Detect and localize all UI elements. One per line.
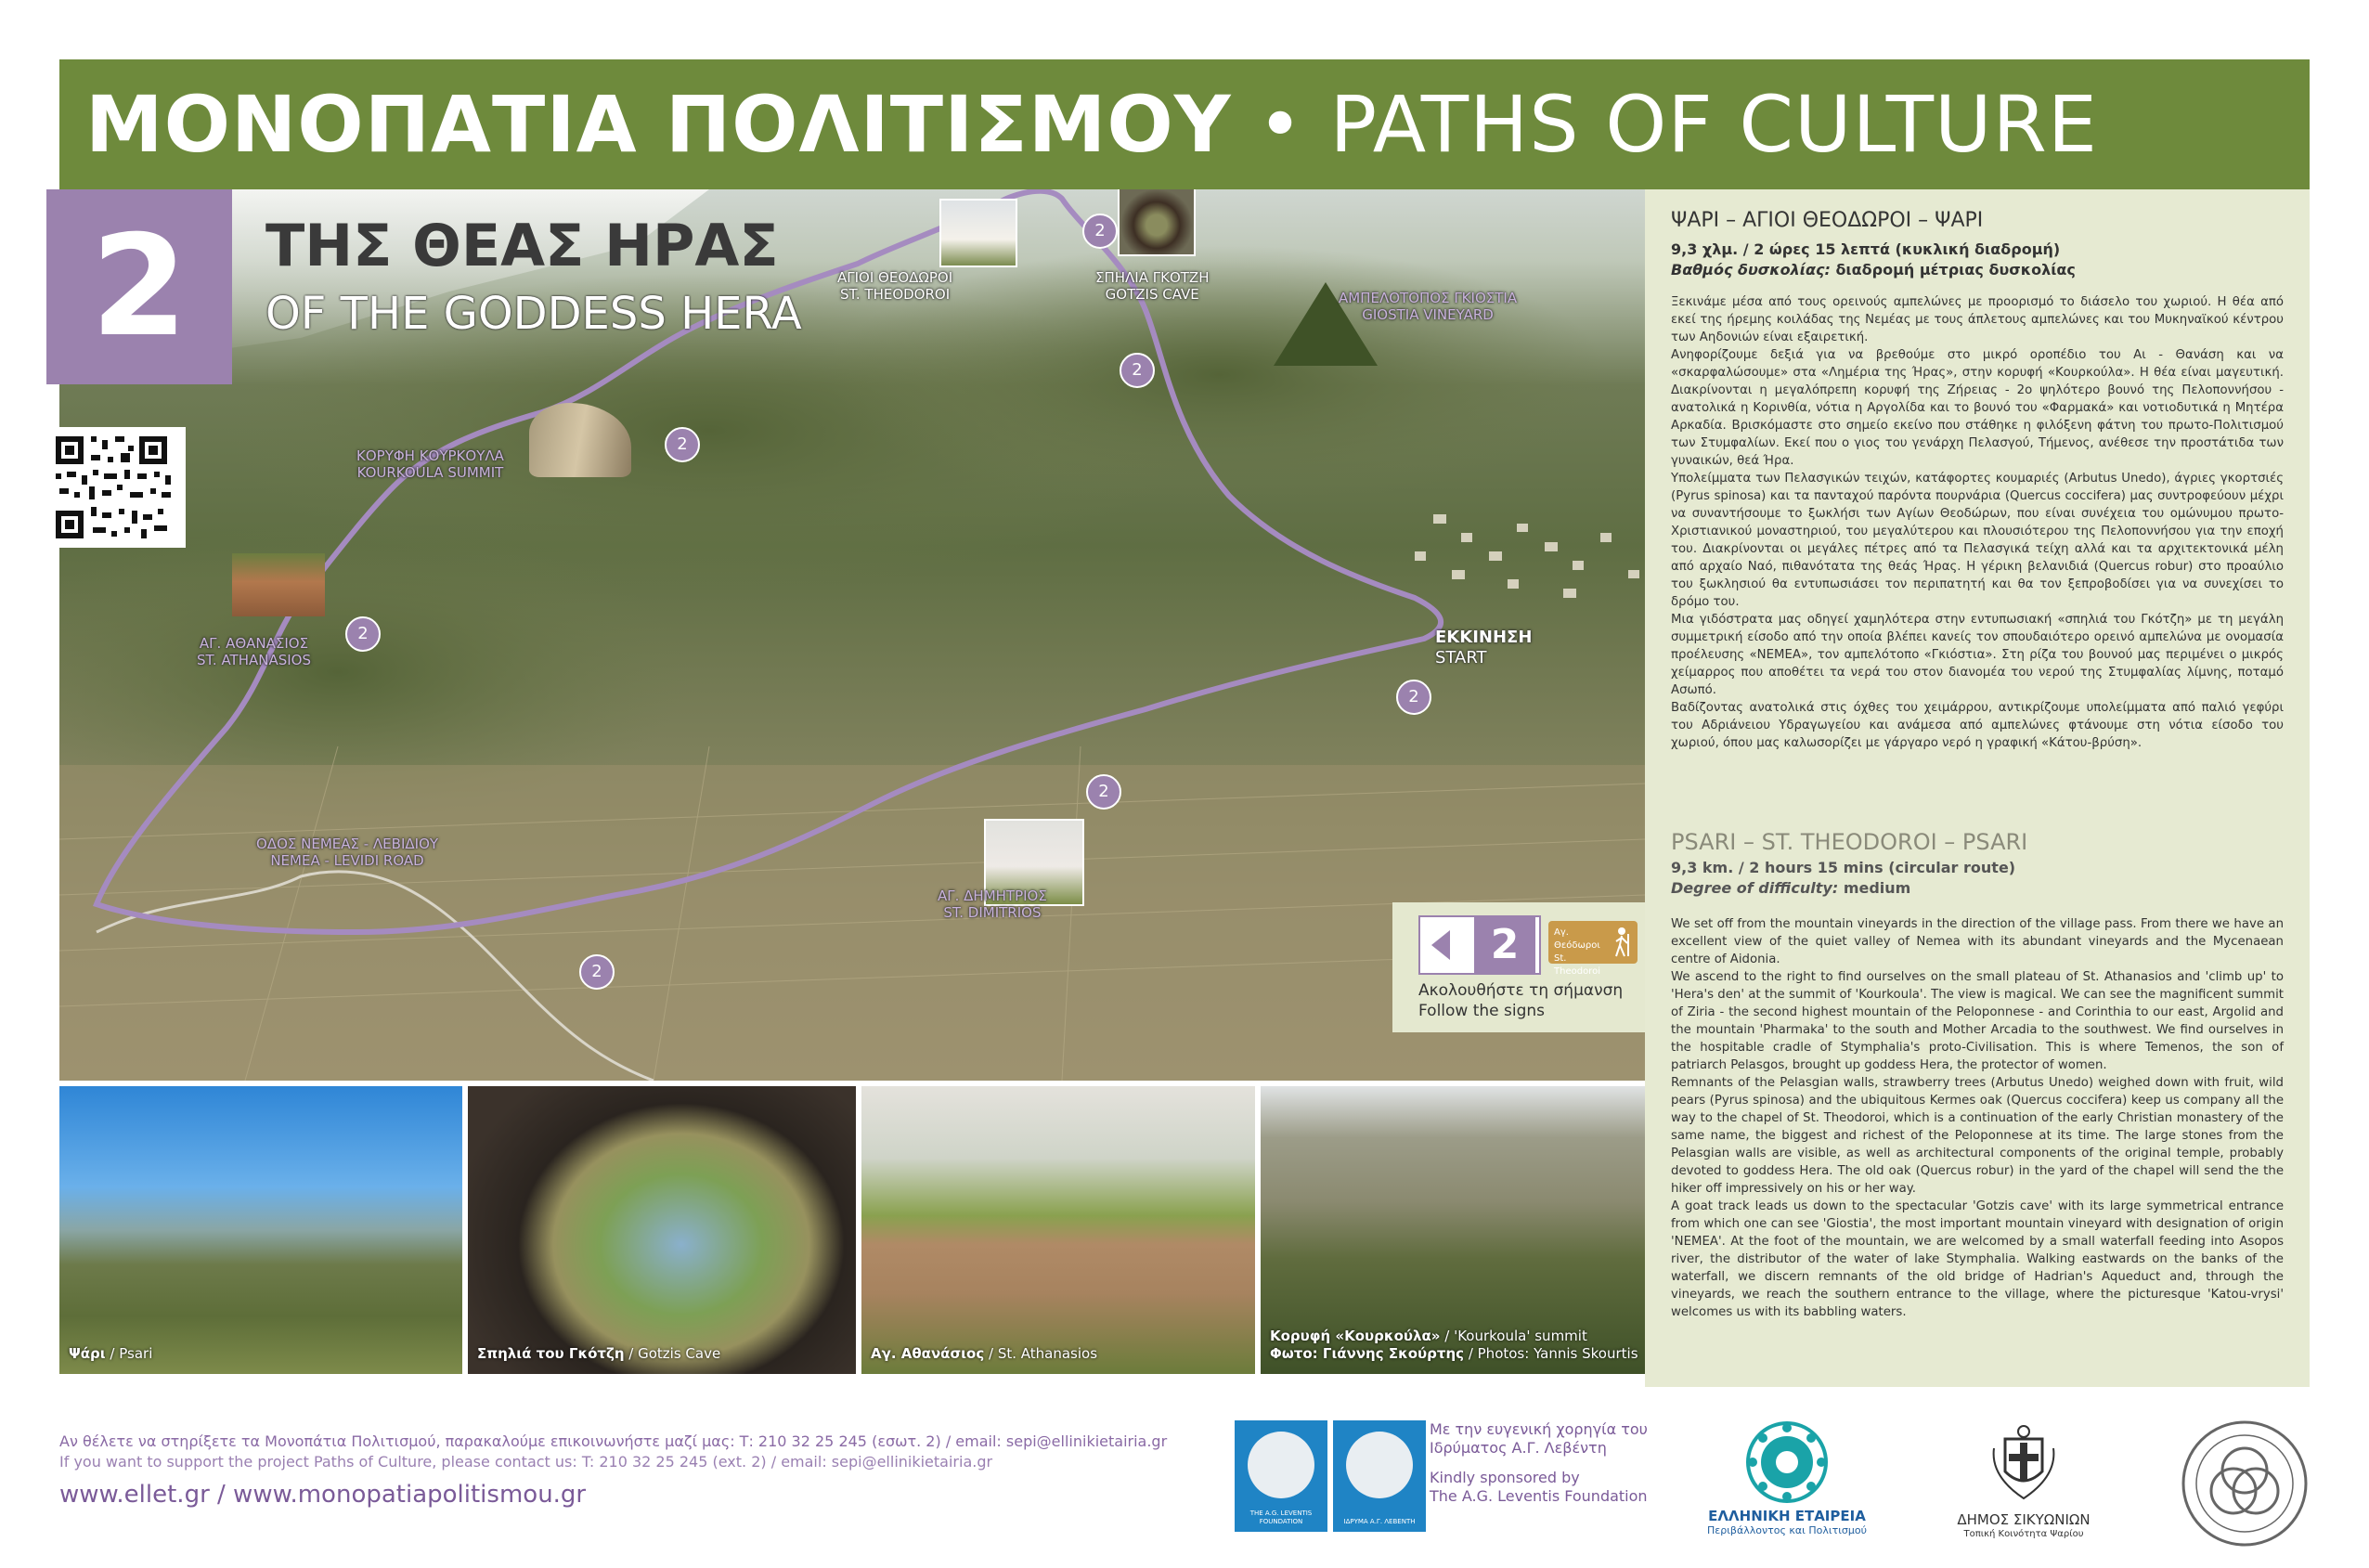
ellet-logo: ΕΛΛΗΝΙΚΗ ΕΤΑΙΡΕΙΑ Περιβάλλοντος και Πολιτισμού: [1699, 1420, 1875, 1541]
label-dimitrios: ΑΓ. ΔΗΜΗΤΡΙΟΣ ST. DIMITRIOS: [938, 888, 1047, 921]
label-kourkoula-summit: ΚΟΡΥΦΗ ΚΟΥΡΚΟΥΛΑ KOURKOULA SUMMIT: [356, 447, 504, 481]
footer-contact: Αν θέλετε να στηρίξετε τα Μονοπάτια Πολιτισμού, παρακαλούμε επικοινωνήστε μαζί μας: Τ: 210 32 25 245 (εσωτ. 2) / email: sepi@ellinikietairia.gr If you want to support the project Paths of Culture, please contact us: T: 210 32 25 245 (ext. 2) / email: sepi@ellinikietairia.gr www.ellet.gr / www.monopatiapolitismou.gr: [59, 1432, 1173, 1513]
arrow-left-icon: [1431, 930, 1450, 960]
photo-gotzis-cave: [468, 1086, 856, 1374]
photo-psari: [59, 1086, 462, 1374]
coat-of-arms-icon: [1987, 1420, 2061, 1504]
route-title: ΤΗΣ ΘΕΑΣ ΗΡΑΣ OF THE GODDESS HERA: [265, 212, 802, 340]
route-marker: 2: [1082, 214, 1118, 249]
meta-english: 9,3 km. / 2 hours 15 mins (circular route) Degree of difficulty: medium: [1671, 859, 2016, 897]
qr-code[interactable]: [46, 427, 186, 548]
label-giostia-vineyard: ΑΜΠΕΛΟΤΟΠΟΣ ΓΚΙΟΣΤΙΑ GIOSTIA VINEYARD: [1339, 290, 1518, 323]
ellet-emblem-icon: [1745, 1420, 1829, 1504]
route-marker: 2: [579, 954, 615, 990]
body-english: We set off from the mountain vineyards in the direction of the village pass. From there we have an excellent view of the quiet valley of Nemea with its abundant vineyards and the Mycenaean centre of Aidonia. We ascend to the right to find ourselves on the small plateau of St. Athanasios and 'climb up' to 'Hera's den' at the summit of 'Kourkoula'. The view is magical. We can see the magnificent summit of Ziria - the second highest mountain of the Peloponnese - and Corinthia to our east, Argolid and the mountain 'Pharmaka' to the south and Mother Arcadia to the southwest. We find ourselves in the hospitable cradle of Stymphalia's proto-Civilisation. This is where Temenos, the son of patriarch Pelasgos, brought up goddess Hera, the protector of women. Remnants of the Pelasgian walls, strawberry trees (Arbutus Unedo) weighed down with fruit, wild pears (Pyrus spinosa) and the ubiquitous Kermes oak (Quercus coccifera) keep us company all the way to the chapel of St. Theodoroi, which is a continuation of the early Christian monastery of the same name, the biggest and richest of the Peloponnese at its time. The large stones from the Pelasgian walls are visible, as well as architectural components of the original temple, probably devoted to goddess Hera. The old oak (Quercus robur) in the yard of the chapel will send the the hiker off impressively on his or her way. A goat track leads us down to the spectacular 'Gotzis cave' with its large symmetrical entrance from which one can see 'Giostia', the most important mountain vineyard with designation of origin 'NEMEA'. At the foot of the mountain, we are welcomed by a small waterfall feeding into Asopos river, the distributor of the water of lake Stymphalia. Walking eastwards on the banks of the waterfall, we discern remnants of the old bridge of Hadrian's Aqueduct and, through the vineyards, we reach the southern entrance to the village, where the picturesque 'Katou-vrysi' welcomes us with its babbling waters.: [1671, 917, 2284, 1319]
page-title: ΜΟΝΟΠΑΤΙΑ ΠΟΛΙΤΙΣΜΟΥ • PATHS OF CULTURE: [85, 79, 2098, 170]
body-greek: Ξεκινάμε μέσα από τους ορεινούς αμπελώνες με προορισμό το διάσελο του χωριού. Η θέα από εκεί της ήρεμης κοιλάδας της Νεμέας με τους άπλετους αμπελώνες και του Μυκηναϊκού κέντρου των Αηδονιών είναι εξαιρετική. Ανηφορίζουμε δεξιά για να βρεθούμε στο μικρό οροπέδιο του Αι - Θανάση και να «σκαρφαλώσουμε» στα «Λημέρια της Ήρας», στην κορυφή «Κουρκούλα». Η θέα είναι μαγευτική. Διακρίνονται η μεγαλόπρεπη κορυφή της Ζήρειας - 2ο ψηλότερο βουνό της Πελοποννήσου - ανατολικά η Κορινθία, νότια η Αργολίδα και το βουνό του «Φαρμακά» και νοτιοδυτικά η Μητέρα Αρκαδία. Βρισκόμαστε στο σημείο εκείνο που στάθηκε η φιλόξενη φάτνη του πρωτο-Πολιτισμού των Στυμφαλίων. Εκεί που ο γιος του γενάρχη Πελασγού, Τήμενος, ανέθεσε την προστάτιδα των γυναικών, θεά Ήρα. Υπολείμματα των Πελασγικών τειχών, κατάφορτες κουμαριές (Arbutus Unedo), άγριες γκορτσιές (Pyrus spinosa) και τα πανταχού παρόντα πουρνάρια (Quercus coccifera) μας συντροφεύουν μέχρι να συναντήσουμε το ξωκλήσι των Αγίων Θεοδώρων, που είναι συνέχεια του ομώνυμου πρωτο-Χριστιανικού μοναστηριού, του μεγαλύτερου και πλουσιότερου της Πελοποννήσου για την εποχή του. Διακρίνονται οι μεγάλες πέτρες από τα Πελασγικά τείχη αλλά και τα αρχιτεκτονικά μέλη από αρχαίο Ναό, πιθανότατα της θεάς Ήρας. Η γέρικη βελανιδιά (Quercus robur) στο προαύλιο του ξωκλησιού θα εντυπωσιάσει τον περιπατητή και θα τον ξεπροβοδίσει για να συνεχίσει το δρόμο του. Μια γιδόστρατα μας οδηγεί χαμηλότερα στην εντυπωσιακή «σπηλιά του Γκότζη» με τη μεγάλη συμμετρική είσοδο από την οποία βλέπει κανείς τον σπουδαιότερο ορεινό αμπελώνα με ονομασία προέλευσης «ΝΕΜΕΑ», τον αμπελότοπο «Γκιόστια». Στη ρίζα του βουνού μας περιμένει ο μικρός χείμαρρος που αποθέτει τα νερά του στον διανομέα του νερού της Στυμφαλίας λίμνης, ποταμό Ασωπό. Βαδίζοντας ανατολικά στις όχθες του χειμάρρου, αντικρίζουμε υπολείμματα από παλιό γεφύρι του Αδριάνειου Υδραγωγείου και ανάμεσα από αμπελώνες φτάνουμε στη νότια είσοδο του χωριού, όπου μας καλωσορίζει με γάργαρο νερό η γραφική «Κάτου-βρύση».: [1671, 295, 2284, 750]
caption-gotzis-cave: Σπηλιά του Γκότζη / Gotzis Cave: [477, 1345, 721, 1362]
label-start: ΕΚΚΙΝΗΣΗ START: [1435, 628, 1533, 667]
label-athanasios: ΑΓ. ΑΘΑΝΑΣΙΟΣ ST. ATHANASIOS: [197, 635, 311, 668]
route-description-panel: [1645, 189, 2310, 1387]
route-marker: 2: [1120, 353, 1155, 388]
route-number-badge: 2: [46, 189, 232, 384]
triquetra-seal-icon: [2180, 1419, 2310, 1549]
route-marker: 2: [1086, 774, 1121, 810]
photo-st-athanasios: [861, 1086, 1255, 1374]
photo-kourkoula-summit: [1261, 1086, 1645, 1374]
local-association-seal: [2180, 1419, 2310, 1549]
leventis-logo-en: THE A.G. LEVENTIS FOUNDATION: [1235, 1420, 1327, 1532]
hiker-icon: [1612, 927, 1632, 958]
sponsor-text: Με την ευγενική χορηγία του Ιδρύματος Α.Γ. Λεβέντη Kindly sponsored by The A.G. Leventis Foundation: [1430, 1420, 1648, 1505]
caption-psari: Ψάρι / Psari: [69, 1345, 153, 1362]
wooden-signpost: Αγ. Θεόδωροι St. Theodoroi: [1548, 921, 1638, 964]
gotzis-cave-image: [1118, 189, 1196, 256]
theodoroi-chapel-image: [939, 199, 1017, 267]
route-marker: 2: [1396, 680, 1431, 715]
label-nemea-levidi-road: ΟΔΟΣ ΝΕΜΕΑΣ - ΛΕΒΙΔΙΟΥ NEMEA - LEVIDI ROAD: [256, 836, 439, 869]
route-marker: 2: [665, 427, 700, 462]
label-gotzis-cave: ΣΠΗΛΙΑ ΓΚΟΤΖΗ GOTZIS CAVE: [1095, 269, 1210, 303]
caption-st-athanasios: Αγ. Αθανάσιος / St. Athanasios: [871, 1345, 1098, 1362]
heading-english: PSARI – ST. THEODOROI – PSARI: [1671, 829, 2028, 855]
follow-signs-box: 2 Αγ. Θεόδωροι St. Theodoroi Ακολουθήστε τη σήμανση Follow the signs: [1392, 902, 1645, 1032]
leventis-logo-gr: ΙΔΡΥΜΑ Α.Γ. ΛΕΒΕΝΤΗ: [1333, 1420, 1426, 1532]
meta-greek: 9,3 χλμ. / 2 ώρες 15 λεπτά (κυκλική διαδρομή) Βαθμός δυσκολίας: διαδρομή μέτριας δυσκολίας: [1671, 240, 2076, 279]
website-links[interactable]: www.ellet.gr / www.monopatiapolitismou.gr: [59, 1481, 587, 1509]
dimos-sikyonion-logo: ΔΗΜΟΣ ΣΙΚΥΩΝΙΩΝ Τοπική Κοινότητα Ψαρίου: [1940, 1420, 2107, 1541]
header-banner: [59, 59, 2310, 189]
label-theodoroi: ΑΓΙΟΙ ΘΕΟΔΩΡΟΙ ST. THEODOROI: [837, 269, 953, 303]
route-marker: 2: [345, 616, 381, 652]
caption-kourkoula: Κορυφή «Κουρκούλα» / 'Kourkoula' summit Φωτο: Γιάννης Σκούρτης / Photos: Yannis Skourtis: [1270, 1328, 1638, 1362]
trail-marker-sign: 2: [1418, 915, 1541, 975]
athanasios-chapel-image: [232, 553, 325, 616]
heading-greek: ΨΑΡΙ – ΑΓΙΟΙ ΘΕΟΔΩΡΟΙ – ΨΑΡΙ: [1671, 209, 1984, 232]
